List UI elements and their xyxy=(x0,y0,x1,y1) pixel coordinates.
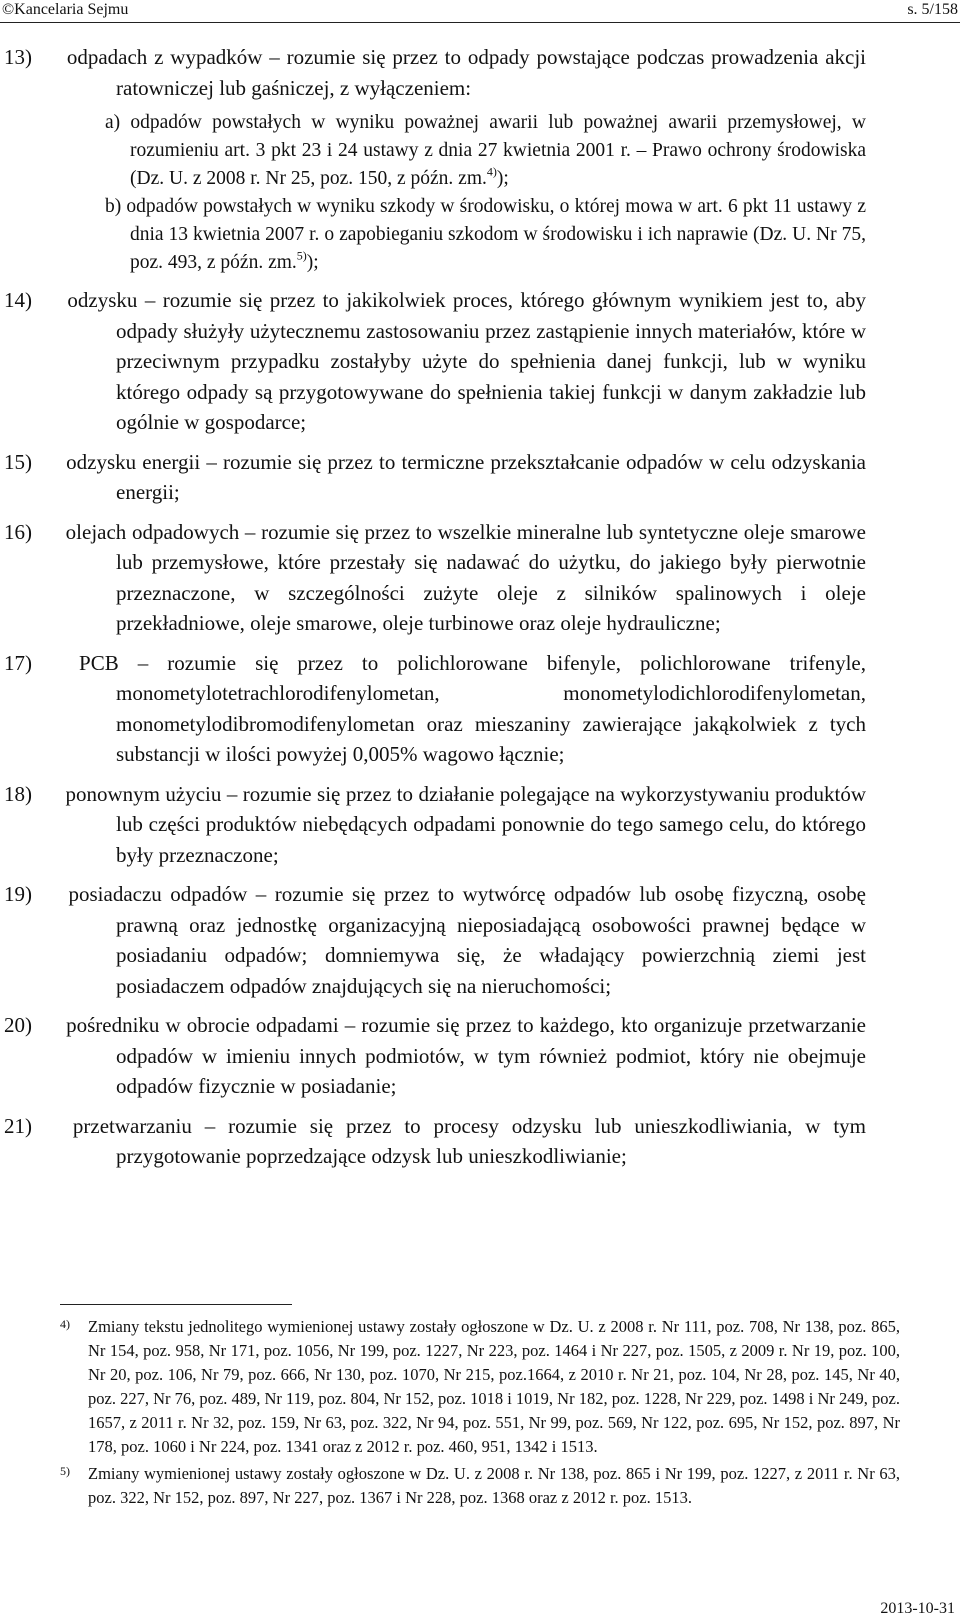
definition-item: 14) odzysku – rozumie się przez to jakikolwiek proces, którego głównym wynikiem jest to, aby odpady służyły użytecznemu zastosowaniu przez zastąpienie innych materiałów, które w przeciwnym przypadku zostałyby użyte do spełnienia danej funkcji, lub w wyniku którego odpady są przygotowywane do spełnienia takiej funkcji w danym zakładzie lub ogólnie w gospodarce; xyxy=(4,288,866,434)
item-text: odpadach z wypadków – rozumie się przez to odpady powstające podczas prowadzenia akcji ratowniczej lub gaśniczej, z wyłączeniem: xyxy=(66,45,866,100)
document-date: 2013-10-31 xyxy=(880,1600,955,1617)
item-text: ponownym użyciu – rozumie się przez to działanie polegające na wykorzystywaniu produktów lub części produktów niebędących odpadami ponownie do tego samego celu, do którego były przeznaczone; xyxy=(65,781,867,867)
footnote-separator xyxy=(60,1304,292,1305)
footnotes xyxy=(60,1315,900,1513)
item-text: odzysku energii – rozumie się przez to termiczne przekształcanie odpadów w celu odzyskania energii; xyxy=(66,449,867,504)
sub-item-text: b) odpadów powstałych w wyniku szkody w środowisku, o której mowa w art. 6 pkt 11 ustawy z dnia 13 kwietnia 2007 r. o zapobieganiu szkodom w środowisku i ich naprawie (Dz. U. Nr 75, poz. 493, z późn. zm. xyxy=(105,196,866,273)
item-text: przetwarzaniu – rozumie się przez to procesy odzysku lub unieszkodliwiania, w tym przygotowanie poprzedzające odzysk lub unieszkodliwianie; xyxy=(72,1113,867,1168)
footnote-ref[interactable]: 4) xyxy=(486,164,497,179)
item-text: olejach odpadowych – rozumie się przez to wszelkie mineralne lub syntetyczne oleje smarowe lub przemysłowe, które przestały się nadawać do użytku, do jakiego były pierwotnie przeznaczone, w szczególności zużyte oleje z silników spalinowych i oleje przekładniowe, oleje smarowe, oleje turbinowe oraz oleje hydrauliczne; xyxy=(65,519,866,635)
footnote-text: Zmiany tekstu jednolitego wymienionej ustawy zostały ogłoszone w Dz. U. z 2008 r. Nr 111, poz. 708, Nr 138, poz. 865, Nr 154, poz. 958, Nr 171, poz. 1056, Nr 199, poz. 1227, Nr 223, poz. 1464 i Nr 227, poz. 1505, z 2009 r. Nr 19, poz. 100, Nr 20, poz. 106, Nr 79, poz. 666, Nr 130, poz. 1070, Nr 215, poz.1664, z 2010 r. Nr 21, poz. 104, Nr 28, poz. 145, Nr 40, poz. 227, Nr 76, poz. 489, Nr 119, poz. 804, Nr 152, poz. 1018 i 1019, Nr 182, poz. 1228, Nr 229, poz. 1498 i Nr 249, poz. 1657, z 2011 r. Nr 32, poz. 159, Nr 63, poz. 322, Nr 94, poz. 551, Nr 99, poz. 569, Nr 122, poz. 695, Nr 152, poz. 897, Nr 178, poz. 1060 i Nr 224, poz. 1341 oraz z 2012 r. poz. 460, 951, 1342 i 1513. xyxy=(88,1317,900,1456)
footnote-text: Zmiany wymienionej ustawy zostały ogłoszone w Dz. U. z 2008 r. Nr 138, poz. 865 i Nr 199, poz. 1227, z 2011 r. Nr 63, poz. 322, Nr 152, poz. 897, Nr 227, poz. 1367 i Nr 228, poz. 1368 oraz z 2012 r. poz. 1513. xyxy=(88,1464,900,1507)
definition-item: 21) przetwarzaniu – rozumie się przez to procesy odzysku lub unieszkodliwiania, w tym przygotowanie poprzedzające odzysk lub unieszkodliwianie; xyxy=(4,1113,867,1168)
definition-item: 19) posiadaczu odpadów – rozumie się przez to wytwórcę odpadów lub osobę fizyczną, osobę prawną oraz jednostkę organizacyjną nieposiadającą osobowości prawnej będące w posiadaniu odpadów; domniemywa się, że władający powierzchnią ziemi jest posiadaczem odpadów znajdujących się na nieruchomości; xyxy=(4,882,867,998)
sub-item-text: a) odpadów powstałych w wyniku poważnej awarii lub poważnej awarii przemysłowej, w rozumieniu art. 3 pkt 23 i 24 ustawy z dnia 27 kwietnia 2001 r. – Prawo ochrony środowiska (Dz. U. z 2008 r. Nr 25, poz. 150, z późn. zm. xyxy=(105,112,866,189)
sub-item xyxy=(60,193,866,277)
definition-item: 18) ponownym użyciu – rozumie się przez to działanie polegające na wykorzystywaniu produktów lub części produktów niebędących odpadami ponownie do tego samego celu, do którego były przeznaczone; xyxy=(4,781,867,867)
definition-item: 16) olejach odpadowych – rozumie się przez to wszelkie mineralne lub syntetyczne oleje smarowe lub przemysłowe, które przestały się nadawać do użytku, do jakiego były pierwotnie przeznaczone, w szczególności zużyte oleje z silników spalinowych i oleje przekładniowe, oleje smarowe, oleje turbinowe oraz oleje hydrauliczne; xyxy=(4,519,866,635)
footnote: 4) Zmiany tekstu jednolitego wymienionej ustawy zostały ogłoszone w Dz. U. z 2008 r. Nr 111, poz. 708, Nr 138, poz. 865, Nr 154, poz. 958, Nr 171, poz. 1056, Nr 199, poz. 1227, Nr 223, poz. 1464 i Nr 227, poz. 1505, z 2009 r. Nr 19, poz. 100, Nr 20, poz. 106, Nr 79, poz. 666, Nr 130, poz. 1070, Nr 215, poz.1664, z 2010 r. Nr 21, poz. 104, Nr 28, poz. 145, Nr 40, poz. 227, Nr 76, poz. 489, Nr 119, poz. 804, Nr 152, poz. 1018 i 1019, Nr 182, poz. 1228, Nr 229, poz. 1498 i Nr 249, poz. 1657, z 2011 r. Nr 32, poz. 159, Nr 63, poz. 322, Nr 94, poz. 551, Nr 99, poz. 569, Nr 122, poz. 695, Nr 152, poz. 897, Nr 178, poz. 1060 i Nr 224, poz. 1341 oraz z 2012 r. poz. 460, 951, 1342 i 1513. xyxy=(60,1317,900,1456)
copyright-label: ©Kancelaria Sejmu xyxy=(2,1,129,18)
item-text: PCB – rozumie się przez to polichlorowane bifenyle, polichlorowane trifenyle, monometylotetrachlorodifenylometan, monometylodichlorodifenylometan, monometylodibromodifenylometan oraz mieszaniny zawierające jakąkolwiek z tych substancji w ilości powyżej 0,005% wagowo łącznie; xyxy=(79,650,866,766)
footnote-ref[interactable]: 5) xyxy=(296,248,307,263)
definition-item: 20) pośredniku w obrocie odpadami – rozumie się przez to każdego, kto organizuje przetwarzanie odpadów w imieniu innych podmiotów, w tym również podmiot, który nie obejmuje odpadów fizycznie w posiadanie; xyxy=(4,1013,867,1098)
item-text: posiadaczu odpadów – rozumie się przez to wytwórcę odpadów lub osobę fizyczną, osobę prawną oraz jednostkę organizacyjną nieposiadającą osobowości prawnej będące w posiadaniu odpadów; domniemywa się, że władający powierzchnią ziemi jest posiadaczem odpadów znajdujących się na nieruchomości; xyxy=(68,882,867,998)
footnote: 5) Zmiany wymienionej ustawy zostały ogłoszone w Dz. U. z 2008 r. Nr 138, poz. 865 i Nr 199, poz. 1227, z 2011 r. Nr 63, poz. 322, Nr 152, poz. 897, Nr 227, poz. 1367 i Nr 228, poz. 1368 oraz z 2012 r. poz. 1513. xyxy=(60,1464,900,1507)
definition-item: 13) odpadach z wypadków – rozumie się przez to odpady powstające podczas prowadzenia akcji ratowniczej lub gaśniczej, z wyłączeniem: xyxy=(4,45,866,100)
page-header xyxy=(0,0,960,23)
sub-item-tail: ); xyxy=(496,168,509,189)
document-body xyxy=(4,42,900,1507)
sub-item-tail: ); xyxy=(306,252,319,273)
item-text: odzysku – rozumie się przez to jakikolwiek proces, którego głównym wynikiem jest to, aby odpady służyły użytecznemu zastosowaniu przez zastąpienie innych materiałów, które w przeciwnym przypadku zostałyby użyte do spełnienia danej funkcji, lub w wyniku którego odpady są przygotowywane do spełnienia takiej funkcji w danym zakładzie lub ogólnie w gospodarce; xyxy=(67,288,866,434)
page-number: s. 5/158 xyxy=(907,1,958,18)
definition-item: 17) PCB – rozumie się przez to polichlorowane bifenyle, polichlorowane trifenyle, monometylotetrachlorodifenylometan, monometylodichlorodifenylometan, monometylodibromodifenylometan oraz mieszaniny zawierające jakąkolwiek z tych substancji w ilości powyżej 0,005% wagowo łącznie; xyxy=(4,650,866,766)
item-text: pośredniku w obrocie odpadami – rozumie się przez to każdego, kto organizuje przetwarzanie odpadów w imieniu innych podmiotów, w tym również podmiot, który nie obejmuje odpadów fizycznie w posiadanie; xyxy=(66,1013,867,1098)
definition-item: 15) odzysku energii – rozumie się przez to termiczne przekształcanie odpadów w celu odzyskania energii; xyxy=(4,449,867,504)
sub-item xyxy=(60,109,866,193)
